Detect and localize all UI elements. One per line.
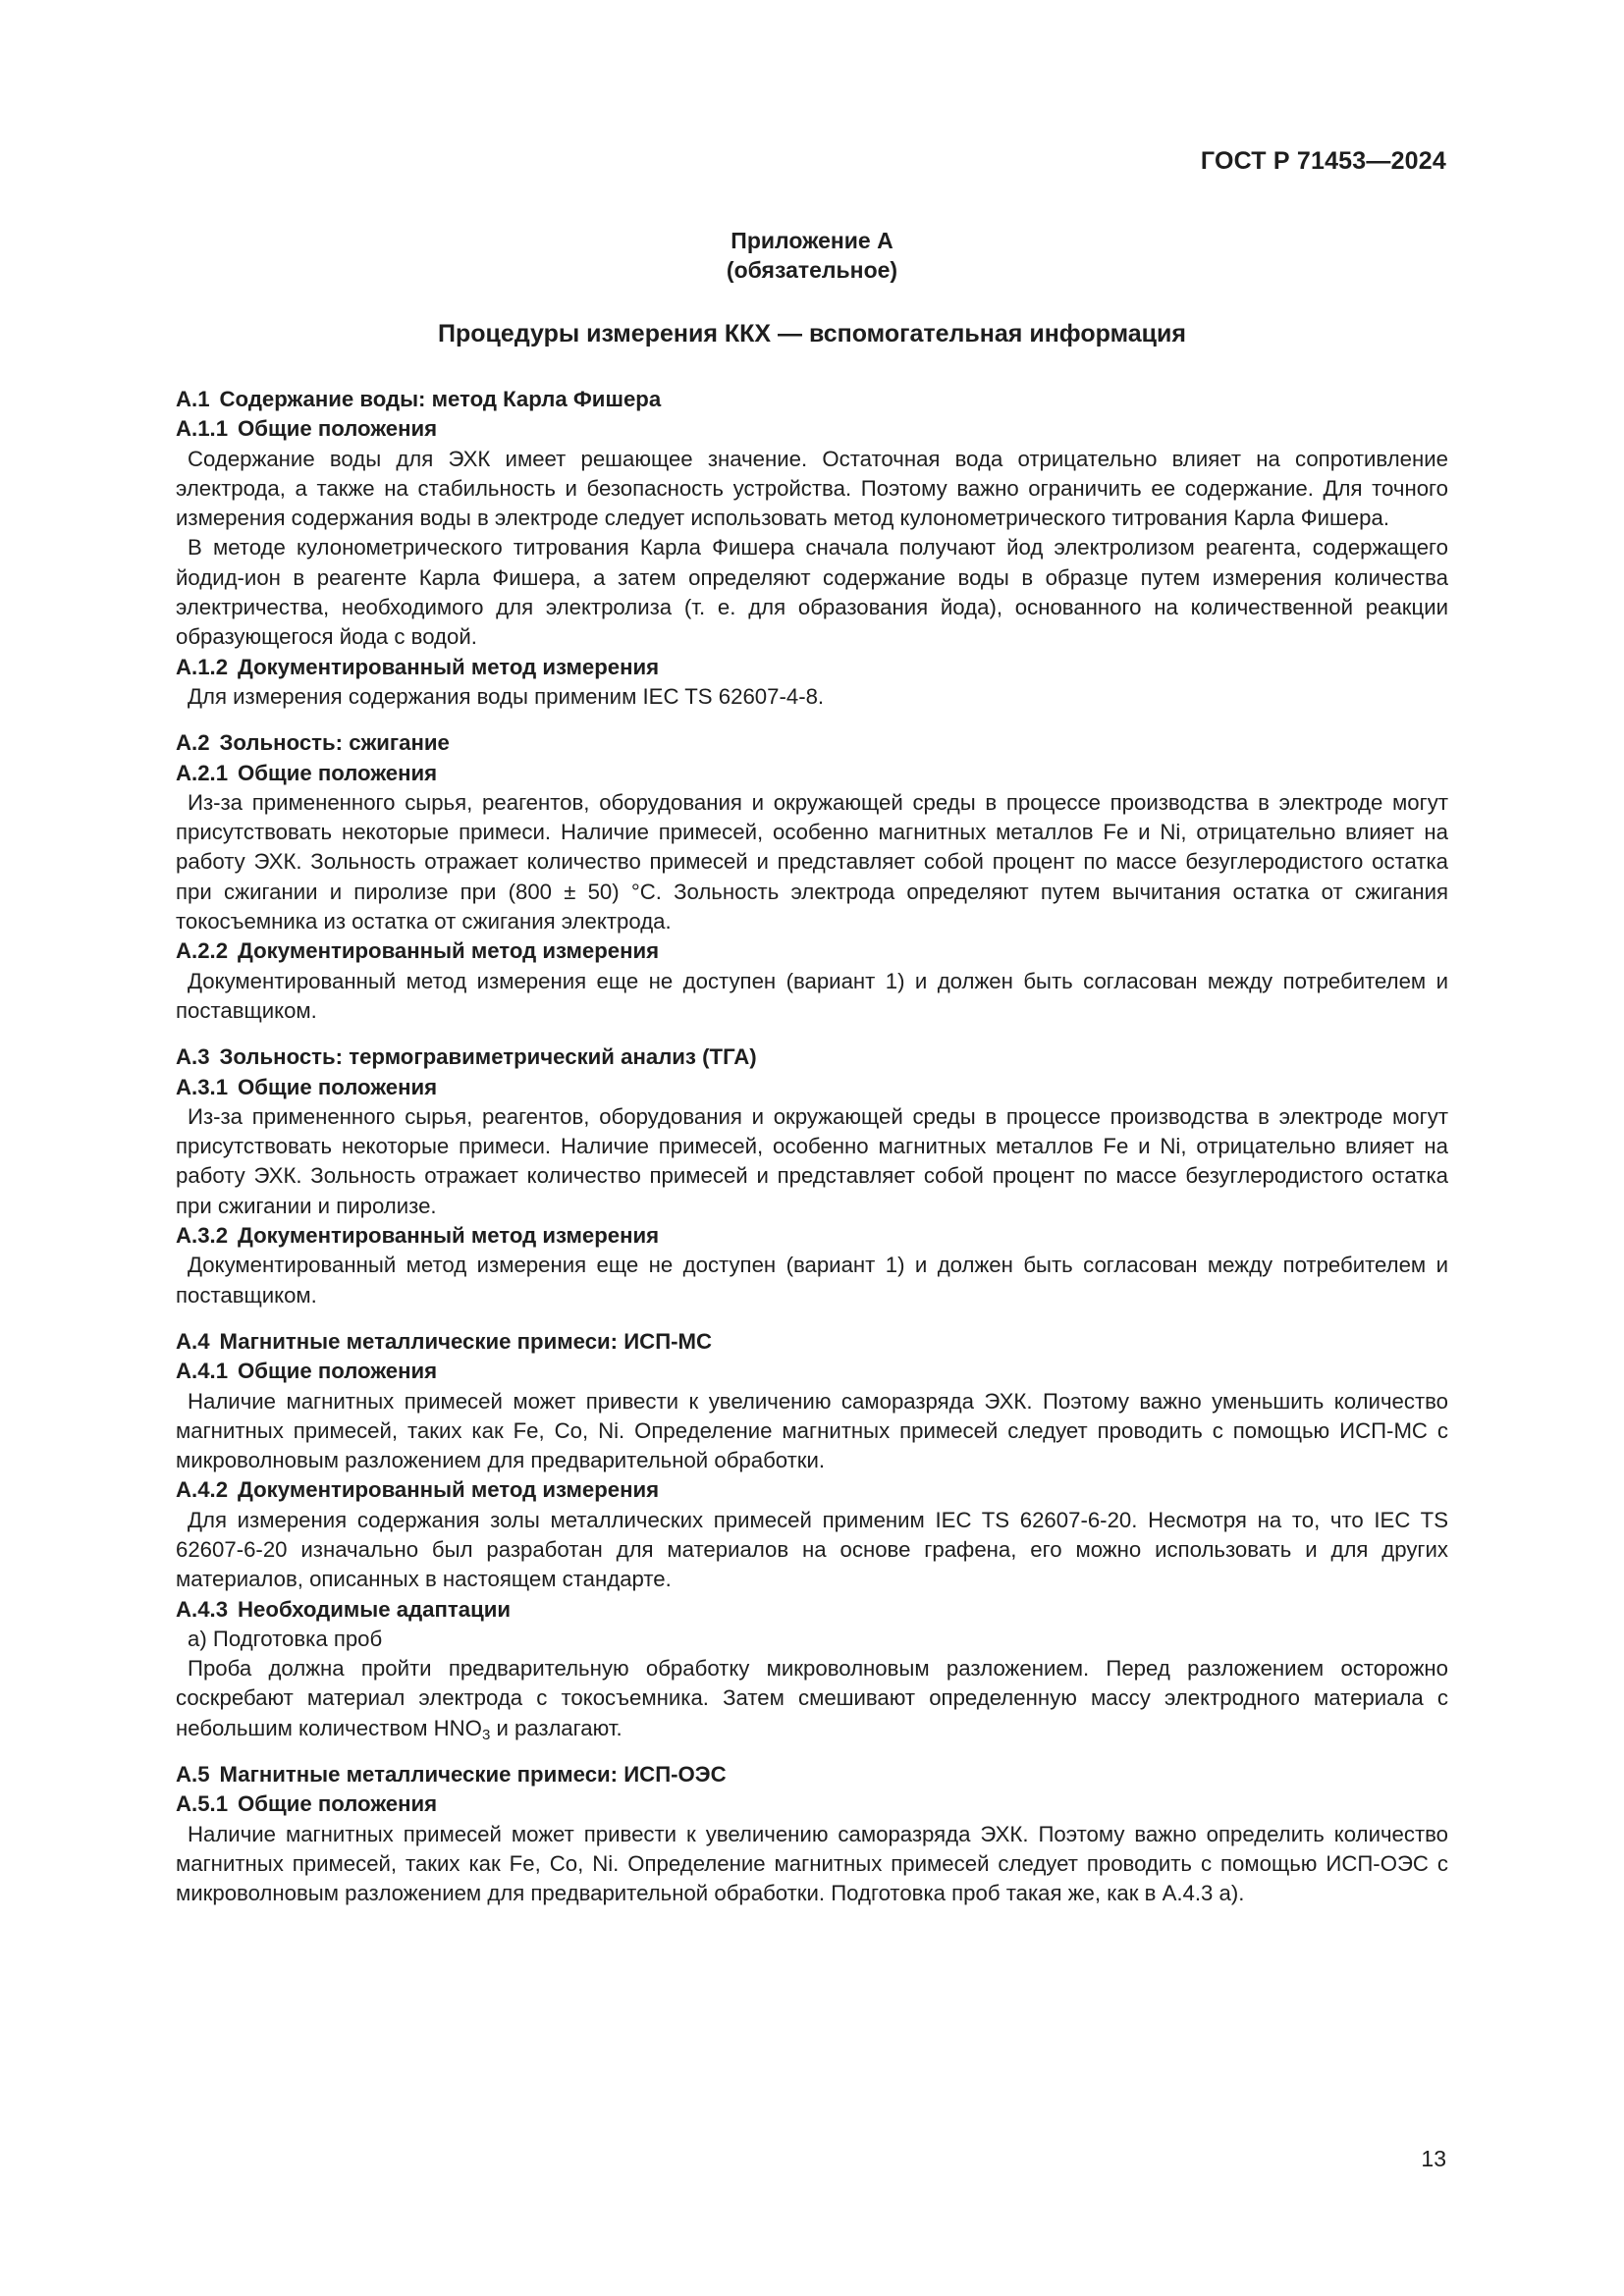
section-title: Содержание воды: метод Карла Фишера [219,387,662,411]
subsection-title: Документированный метод измерения [238,654,660,679]
subsection-number: А.4.3 [176,1596,229,1622]
section-title: Магнитные металлические примеси: ИСП-МС [219,1328,713,1354]
section-heading [176,1760,1448,1789]
subsection-number: А.4.1 [176,1359,229,1384]
subsection-heading [176,1595,1448,1625]
section-number: А.3 [176,1044,210,1070]
paragraph: Из-за примененного сырья, реагентов, оборудования и окружающей среды в процессе производства в электроде могут присутствовать некоторые примеси. Наличие примесей, особенно магнитных металлов Fe и Ni, отрицательно влияет на работу ЭХК. Зольность отражает количество примесей и представляет собой процент по массе безуглеродистого остатка при сжигании и пиролизе при (800 ± 50) °С. Зольность электрода определяют путем вычитания остатка от сжигания токосъемника из остатка от сжигания электрода. [176,789,1448,934]
appendix-status: (обязательное) [726,257,898,283]
subsection-heading [176,1789,1448,1819]
paragraph-text: Проба должна пройти предварительную обработку микроволновым разложением. Перед разложением осторожно соскребают материал электрода с токосъемника. Затем смешивают определенную массу электродного материала с небольшим количеством [176,1656,1448,1740]
formula-base: HNO [433,1715,482,1740]
subsection-title: Документированный метод измерения [238,938,660,964]
subsection-title: Общие положения [238,760,438,785]
paragraph: Документированный метод измерения еще не доступен (вариант 1) и должен быть согласован между потребителем и поставщиком. [176,1253,1448,1308]
appendix-heading [0,226,1624,285]
subsection-number: А.3.2 [176,1223,229,1249]
subsection-heading [176,653,1448,682]
subsection-title: Документированный метод измерения [238,1223,660,1249]
subsection-number: А.4.2 [176,1477,229,1503]
subsection-number: А.1.1 [176,416,229,442]
section-title: Зольность: сжигание [219,730,450,756]
subsection-heading [176,759,1448,788]
formula-subscript: 3 [481,1726,491,1743]
subsection-number: А.1.2 [176,654,229,679]
section-number: А.5 [176,1762,210,1788]
paragraph: Для измерения содержания золы металлических примесей применим IEC TS 62607-6-20. Несмотря на то, что IEC TS 62607-6-20 изначально был разработан для материалов на основе графена, его можно использовать и для других материалов, описанных в настоящем стандарте. [176,1507,1448,1592]
section-title: Зольность: термогравиметрический анализ (ТГА) [219,1044,757,1070]
standard-code: ГОСТ Р 71453—2024 [1200,147,1446,175]
subsection-title: Общие положения [238,1359,438,1384]
subsection-heading [176,1475,1448,1505]
subsection-heading [176,936,1448,966]
subsection-number: А.5.1 [176,1791,229,1817]
subsection-heading [176,1221,1448,1251]
subsection-heading [176,1073,1448,1102]
paragraph: Документированный метод измерения еще не доступен (вариант 1) и должен быть согласован между потребителем и поставщиком. [176,968,1448,1023]
section-heading [176,728,1448,758]
paragraph [176,1654,1448,1743]
paragraph-text-end: и разлагают. [490,1715,623,1740]
subsection-number: А.2.1 [176,760,229,785]
paragraph: В методе кулонометрического титрования Карла Фишера сначала получают йод электролизом реагента, содержащего йодид-ион в реагенте Карла Фишера, а затем определяют содержание воды в образце путем измерения количества электричества, необходимого для электролиза (т. е. для образования йода), основанного на количественной реакции образующегося йода с водой. [176,535,1448,650]
subsection-title: Общие положения [238,1074,438,1099]
section-heading [176,385,1448,414]
subsection-number: А.2.2 [176,938,229,964]
subsection-heading [176,414,1448,444]
section-number: А.4 [176,1328,210,1354]
section-number: А.1 [176,387,210,411]
section-number: А.2 [176,730,210,756]
section-heading [176,1042,1448,1072]
paragraph: Содержание воды для ЭХК имеет решающее значение. Остаточная вода отрицательно влияет на сопротивление электрода, а также на стабильность и безопасность устройства. Поэтому важно ограничить ее содержание. Для точного измерения содержания воды в электроде следует использовать метод кулонометрического титрования Карла Фишера. [176,446,1448,531]
page-title: Процедуры измерения ККХ — вспомогательная информация [438,320,1186,347]
subsection-number: А.3.1 [176,1074,229,1099]
subsection-title: Необходимые адаптации [238,1596,512,1622]
subsection-title: Общие положения [238,416,438,442]
list-item: а) Подготовка проб [188,1626,383,1651]
document-body [176,385,1448,1909]
subsection-title: Общие положения [238,1791,438,1817]
subsection-title: Документированный метод измерения [238,1477,660,1503]
page-number: 13 [1421,2146,1446,2171]
section-heading [176,1327,1448,1357]
appendix-label: Приложение А [731,228,893,253]
paragraph: Из-за примененного сырья, реагентов, оборудования и окружающей среды в процессе производства в электроде могут присутствовать некоторые примеси. Наличие примесей, особенно магнитных металлов Fe и Ni, отрицательно влияет на работу ЭХК. Зольность отражает количество примесей и представляет собой процент по массе безуглеродистого остатка при сжигании и пиролизе. [176,1103,1448,1218]
paragraph: Наличие магнитных примесей может привести к увеличению саморазряда ЭХК. Поэтому важно определить количество магнитных примесей, таких как Fe, Co, Ni. Определение магнитных примесей следует проводить с помощью ИСП-ОЭС с микроволновым разложением для предварительной обработки. Подготовка проб такая же, как в А.4.3 а). [176,1821,1448,1906]
chemical-formula [433,1715,491,1743]
section-title: Магнитные металлические примеси: ИСП-ОЭС [219,1762,727,1788]
paragraph: Наличие магнитных примесей может привести к увеличению саморазряда ЭХК. Поэтому важно уменьшить количество магнитных примесей, таких как Fe, Co, Ni. Определение магнитных примесей следует проводить с помощью ИСП-МС с микроволновым разложением для предварительной обработки. [176,1388,1448,1473]
subsection-heading [176,1357,1448,1386]
paragraph: Для измерения содержания воды применим IEC TS 62607-4-8. [188,683,825,709]
